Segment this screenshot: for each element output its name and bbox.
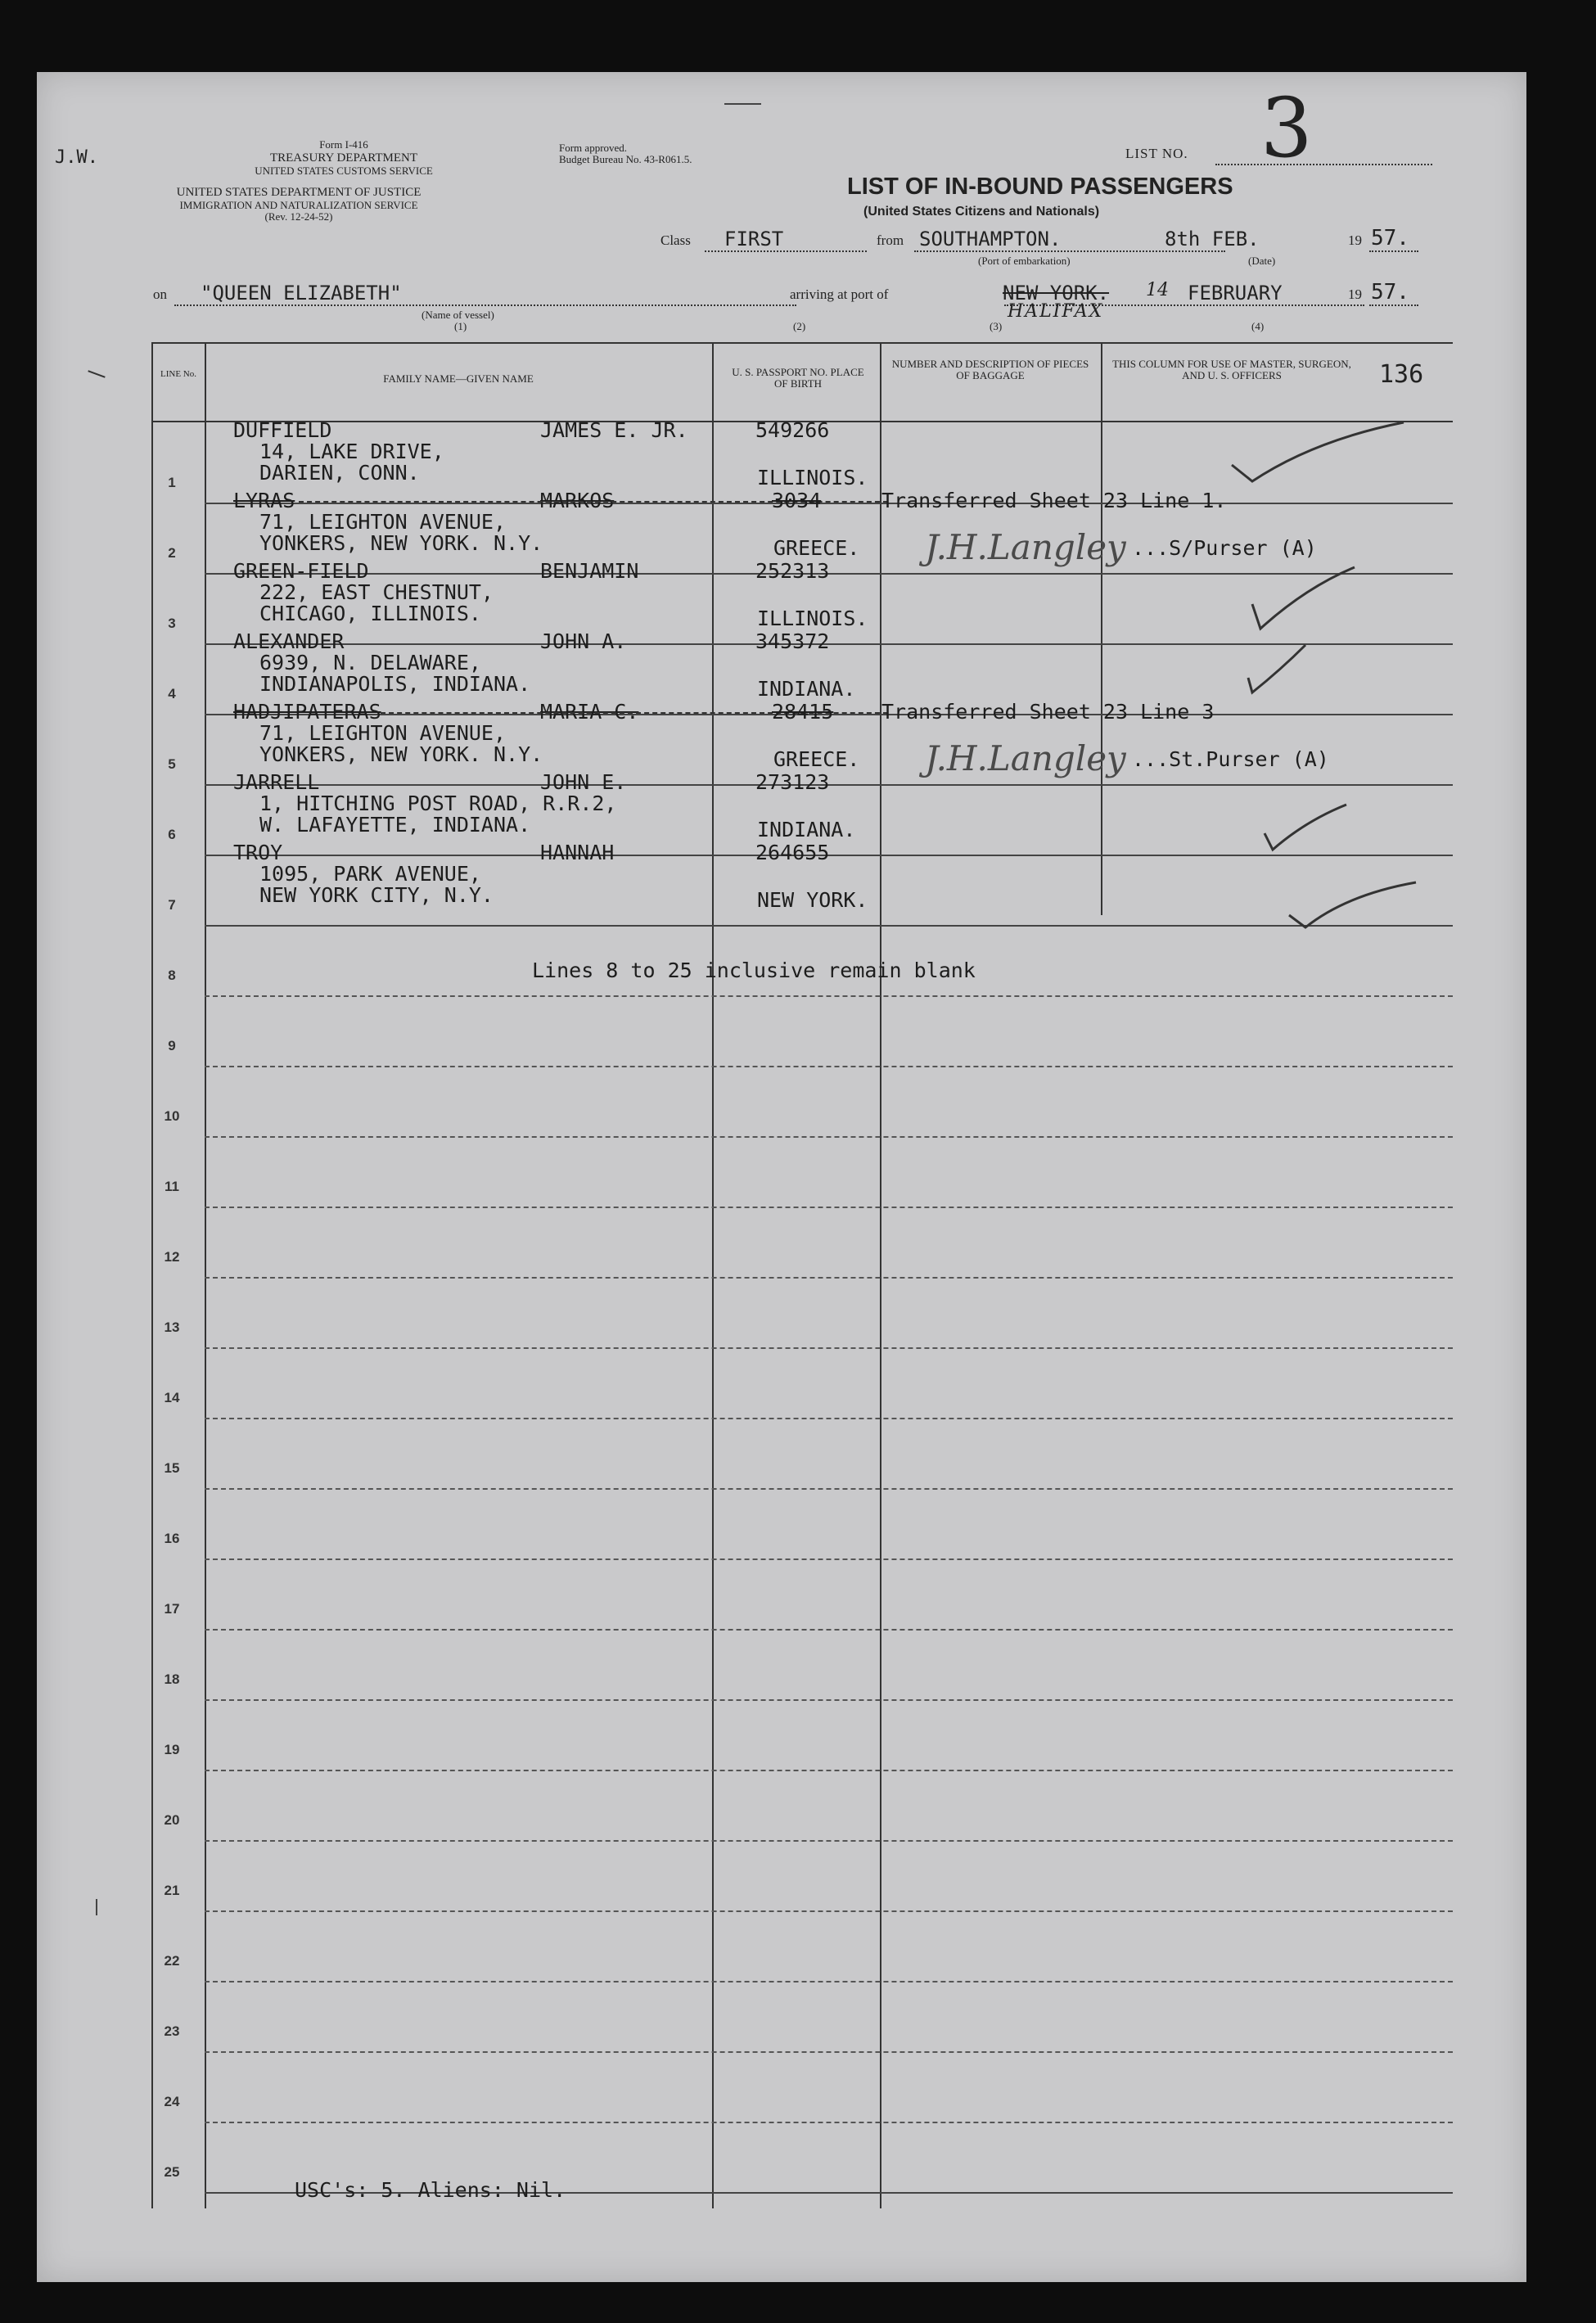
row-line	[205, 1347, 1453, 1349]
transfer-note: Transferred Sheet 23 Line 3	[881, 700, 1215, 724]
revision-label: (Rev. 12-24-52)	[264, 210, 333, 223]
row-number: 17	[164, 1601, 180, 1617]
entry-given: MARIA C.	[540, 700, 639, 724]
purser-signature: J.H.Langley	[925, 738, 1126, 778]
entry-passport: 549266	[755, 418, 830, 442]
row-number: 13	[164, 1319, 180, 1335]
row-line	[205, 1136, 1453, 1138]
row-number: 1	[168, 475, 176, 490]
row-line	[205, 1840, 1453, 1842]
row-number: 8	[168, 968, 176, 983]
entry-address: 71, LEIGHTON AVENUE,	[259, 721, 507, 745]
row-number: 12	[164, 1249, 180, 1265]
header-officers: THIS COLUMN FOR USE OF MASTER, SURGEON, AND U. S. OFFICERS	[1112, 358, 1351, 381]
entry-address: 14, LAKE DRIVE,	[259, 440, 444, 463]
date-caption: (Date)	[1248, 255, 1276, 267]
arrival-month: FEBRUARY	[1188, 282, 1283, 304]
entry-passport: 3034	[772, 489, 822, 512]
arriving-label: arriving at port of	[790, 286, 889, 302]
row-line	[205, 1629, 1453, 1631]
entry-family: TROY	[233, 841, 283, 864]
arrival-year-line	[1369, 304, 1418, 306]
vessel-line	[174, 304, 796, 306]
header-name: FAMILY NAME—GIVEN NAME	[383, 372, 534, 385]
entry-family: ALEXANDER	[233, 629, 345, 653]
budget-label: Budget Bureau No. 43-R061.5.	[559, 153, 692, 165]
entry-given: HANNAH	[540, 841, 615, 864]
row-number: 18	[164, 1671, 180, 1687]
header-line-no: LINE No.	[160, 369, 196, 379]
row-line	[205, 1558, 1453, 1560]
row-number: 6	[168, 827, 176, 842]
entry-family: GREEN-FIELD	[233, 559, 369, 583]
entry-given: MARKOS	[540, 489, 615, 512]
row-number: 19	[164, 1742, 180, 1757]
document-sheet	[37, 72, 1526, 2282]
row-number: 9	[168, 1038, 176, 1053]
port-handwritten: HALIFAX	[1008, 301, 1104, 322]
row-line	[205, 1981, 1453, 1982]
row-number: 7	[168, 897, 176, 913]
row-line	[205, 1066, 1453, 1067]
baggage-column-border	[1101, 342, 1102, 915]
purser-note: ...S/Purser (A)	[1132, 536, 1317, 560]
row-number: 3	[168, 616, 176, 631]
port-struck: NEW YORK.	[1003, 282, 1110, 304]
row-number: 2	[168, 545, 176, 561]
row-number: 23	[164, 2023, 180, 2039]
entry-family: JARRELL	[233, 770, 320, 794]
row-number: 22	[164, 1953, 180, 1969]
document-subtitle: (United States Citizens and Nationals)	[863, 205, 1100, 219]
entry-given: JOHN E.	[540, 770, 627, 794]
row-number: 5	[168, 756, 176, 772]
entry-address: CHICAGO, ILLINOIS.	[259, 602, 481, 625]
entry-passport: 252313	[755, 559, 830, 583]
entry-given: BENJAMIN	[540, 559, 639, 583]
col1-caption: (1)	[454, 320, 467, 332]
row-number: 16	[164, 1531, 180, 1546]
entry-passport: 345372	[755, 629, 830, 653]
from-label: from	[877, 232, 904, 248]
name-column-border	[712, 342, 714, 2208]
row-line	[205, 995, 1453, 997]
form-number: Form I-416	[319, 138, 368, 151]
row-line	[205, 1699, 1453, 1701]
entry-given: JAMES E. JR.	[540, 418, 688, 442]
row-line	[205, 2122, 1453, 2123]
departure-year: 57.	[1371, 226, 1409, 250]
list-no-label: LIST NO.	[1125, 146, 1188, 161]
entry-birthplace: INDIANA.	[757, 677, 856, 701]
row-line	[205, 2051, 1453, 2053]
list-no-line	[1215, 164, 1432, 165]
row-number: 4	[168, 686, 176, 701]
arrival-year: 57.	[1371, 280, 1409, 304]
header-passport: U. S. PASSPORT NO. PLACE OF BIRTH	[732, 366, 864, 390]
col3-caption: (3)	[990, 320, 1003, 332]
row-line	[205, 1418, 1453, 1419]
entry-address: 1095, PARK AVENUE,	[259, 862, 481, 886]
entry-family: LYRAS	[233, 489, 295, 512]
row-number: 14	[164, 1390, 180, 1405]
class-label: Class	[660, 232, 691, 248]
row-number: 11	[165, 1179, 179, 1194]
checkmark-icon	[1215, 563, 1379, 637]
entry-address: INDIANAPOLIS, INDIANA.	[259, 672, 531, 696]
blank-lines-note: Lines 8 to 25 inclusive remain blank	[532, 959, 976, 982]
line-no-column-border	[205, 342, 206, 2208]
passport-column-border	[880, 342, 881, 2208]
entry-address: 6939, N. DELAWARE,	[259, 651, 481, 674]
header-baggage: NUMBER AND DESCRIPTION OF PIECES OF BAGGAGE	[891, 358, 1089, 381]
col4-caption: (4)	[1251, 320, 1265, 332]
from-value: SOUTHAMPTON.	[919, 228, 1062, 250]
entry-passport: 273123	[755, 770, 830, 794]
vessel-name: "QUEEN ELIZABETH"	[201, 282, 402, 304]
entry-birthplace: NEW YORK.	[757, 888, 868, 912]
vessel-caption: (Name of vessel)	[422, 309, 494, 321]
purser-signature: J.H.Langley	[925, 527, 1126, 567]
row-line	[205, 503, 1453, 504]
row-number: 10	[164, 1108, 180, 1124]
row-number: 24	[164, 2094, 180, 2109]
passenger-summary: USC's: 5. Aliens: Nil.	[295, 2178, 566, 2202]
year-line	[1369, 250, 1418, 252]
port-embarkation-caption: (Port of embarkation)	[978, 255, 1071, 267]
checkmark-icon	[1232, 858, 1445, 940]
from-line	[914, 250, 1225, 252]
ins-label: IMMIGRATION AND NATURALIZATION SERVICE	[179, 199, 418, 211]
col2-caption: (2)	[793, 320, 806, 332]
entry-address: YONKERS, NEW YORK. N.Y.	[259, 531, 543, 555]
row-line	[205, 1277, 1453, 1279]
departure-year-prefix: 19	[1348, 232, 1362, 248]
purser-note: ...St.Purser (A)	[1132, 747, 1329, 771]
entry-birthplace: INDIANA.	[757, 818, 856, 841]
entry-address: W. LAFAYETTE, INDIANA.	[259, 813, 531, 837]
departure-date: 8th FEB.	[1165, 228, 1260, 250]
top-punch-mark	[724, 103, 761, 105]
justice-label: UNITED STATES DEPARTMENT OF JUSTICE	[176, 186, 422, 199]
treasury-label: TREASURY DEPARTMENT	[269, 151, 418, 165]
row-number: 20	[164, 1812, 180, 1828]
entry-address: 222, EAST CHESTNUT,	[259, 580, 494, 604]
arrival-day-handwritten: 14	[1146, 280, 1169, 300]
row-number: 15	[164, 1460, 180, 1476]
row-number: 25	[164, 2164, 180, 2180]
entry-birthplace: GREECE.	[773, 536, 860, 560]
arrival-year-prefix: 19	[1348, 286, 1362, 302]
checkmark-icon	[1215, 416, 1428, 498]
entry-address: YONKERS, NEW YORK. N.Y.	[259, 742, 543, 766]
row-line	[205, 1488, 1453, 1490]
transfer-note: Transferred Sheet 23 Line 1.	[881, 489, 1227, 512]
margin-mark	[96, 1899, 107, 1915]
entry-given: JOHN A.	[540, 629, 627, 653]
row-line	[205, 1770, 1453, 1771]
class-line	[705, 250, 867, 252]
margin-mark	[88, 370, 105, 377]
entry-birthplace: ILLINOIS.	[757, 466, 868, 489]
on-label: on	[153, 286, 167, 302]
class-value: FIRST	[724, 228, 784, 250]
customs-label: UNITED STATES CUSTOMS SERVICE	[255, 165, 433, 177]
row-line	[205, 1910, 1453, 1912]
entry-address: DARIEN, CONN.	[259, 461, 420, 485]
clerk-initials: J.W.	[55, 147, 98, 168]
table-top-border	[151, 342, 1453, 344]
entry-address: 1, HITCHING POST ROAD, R.R.2,	[259, 792, 617, 815]
checkmark-icon	[1224, 792, 1387, 858]
document-title: LIST OF IN-BOUND PASSENGERS	[847, 174, 1233, 200]
entry-address: 71, LEIGHTON AVENUE,	[259, 510, 507, 534]
entry-family: DUFFIELD	[233, 418, 332, 442]
checkmark-icon	[1215, 637, 1379, 702]
entry-birthplace: ILLINOIS.	[757, 607, 868, 630]
row-number: 21	[164, 1883, 180, 1898]
entry-passport: 264655	[755, 841, 830, 864]
entry-birthplace: GREECE.	[773, 747, 860, 771]
page-number: 136	[1379, 360, 1424, 389]
entry-family: HADJIPATERAS	[233, 700, 381, 724]
entry-passport: 28415	[772, 700, 834, 724]
approval-label: Form approved.	[559, 142, 628, 154]
row-line	[205, 1207, 1453, 1208]
entry-address: NEW YORK CITY, N.Y.	[259, 883, 494, 907]
list-number-handwritten: 3	[1260, 80, 1313, 176]
